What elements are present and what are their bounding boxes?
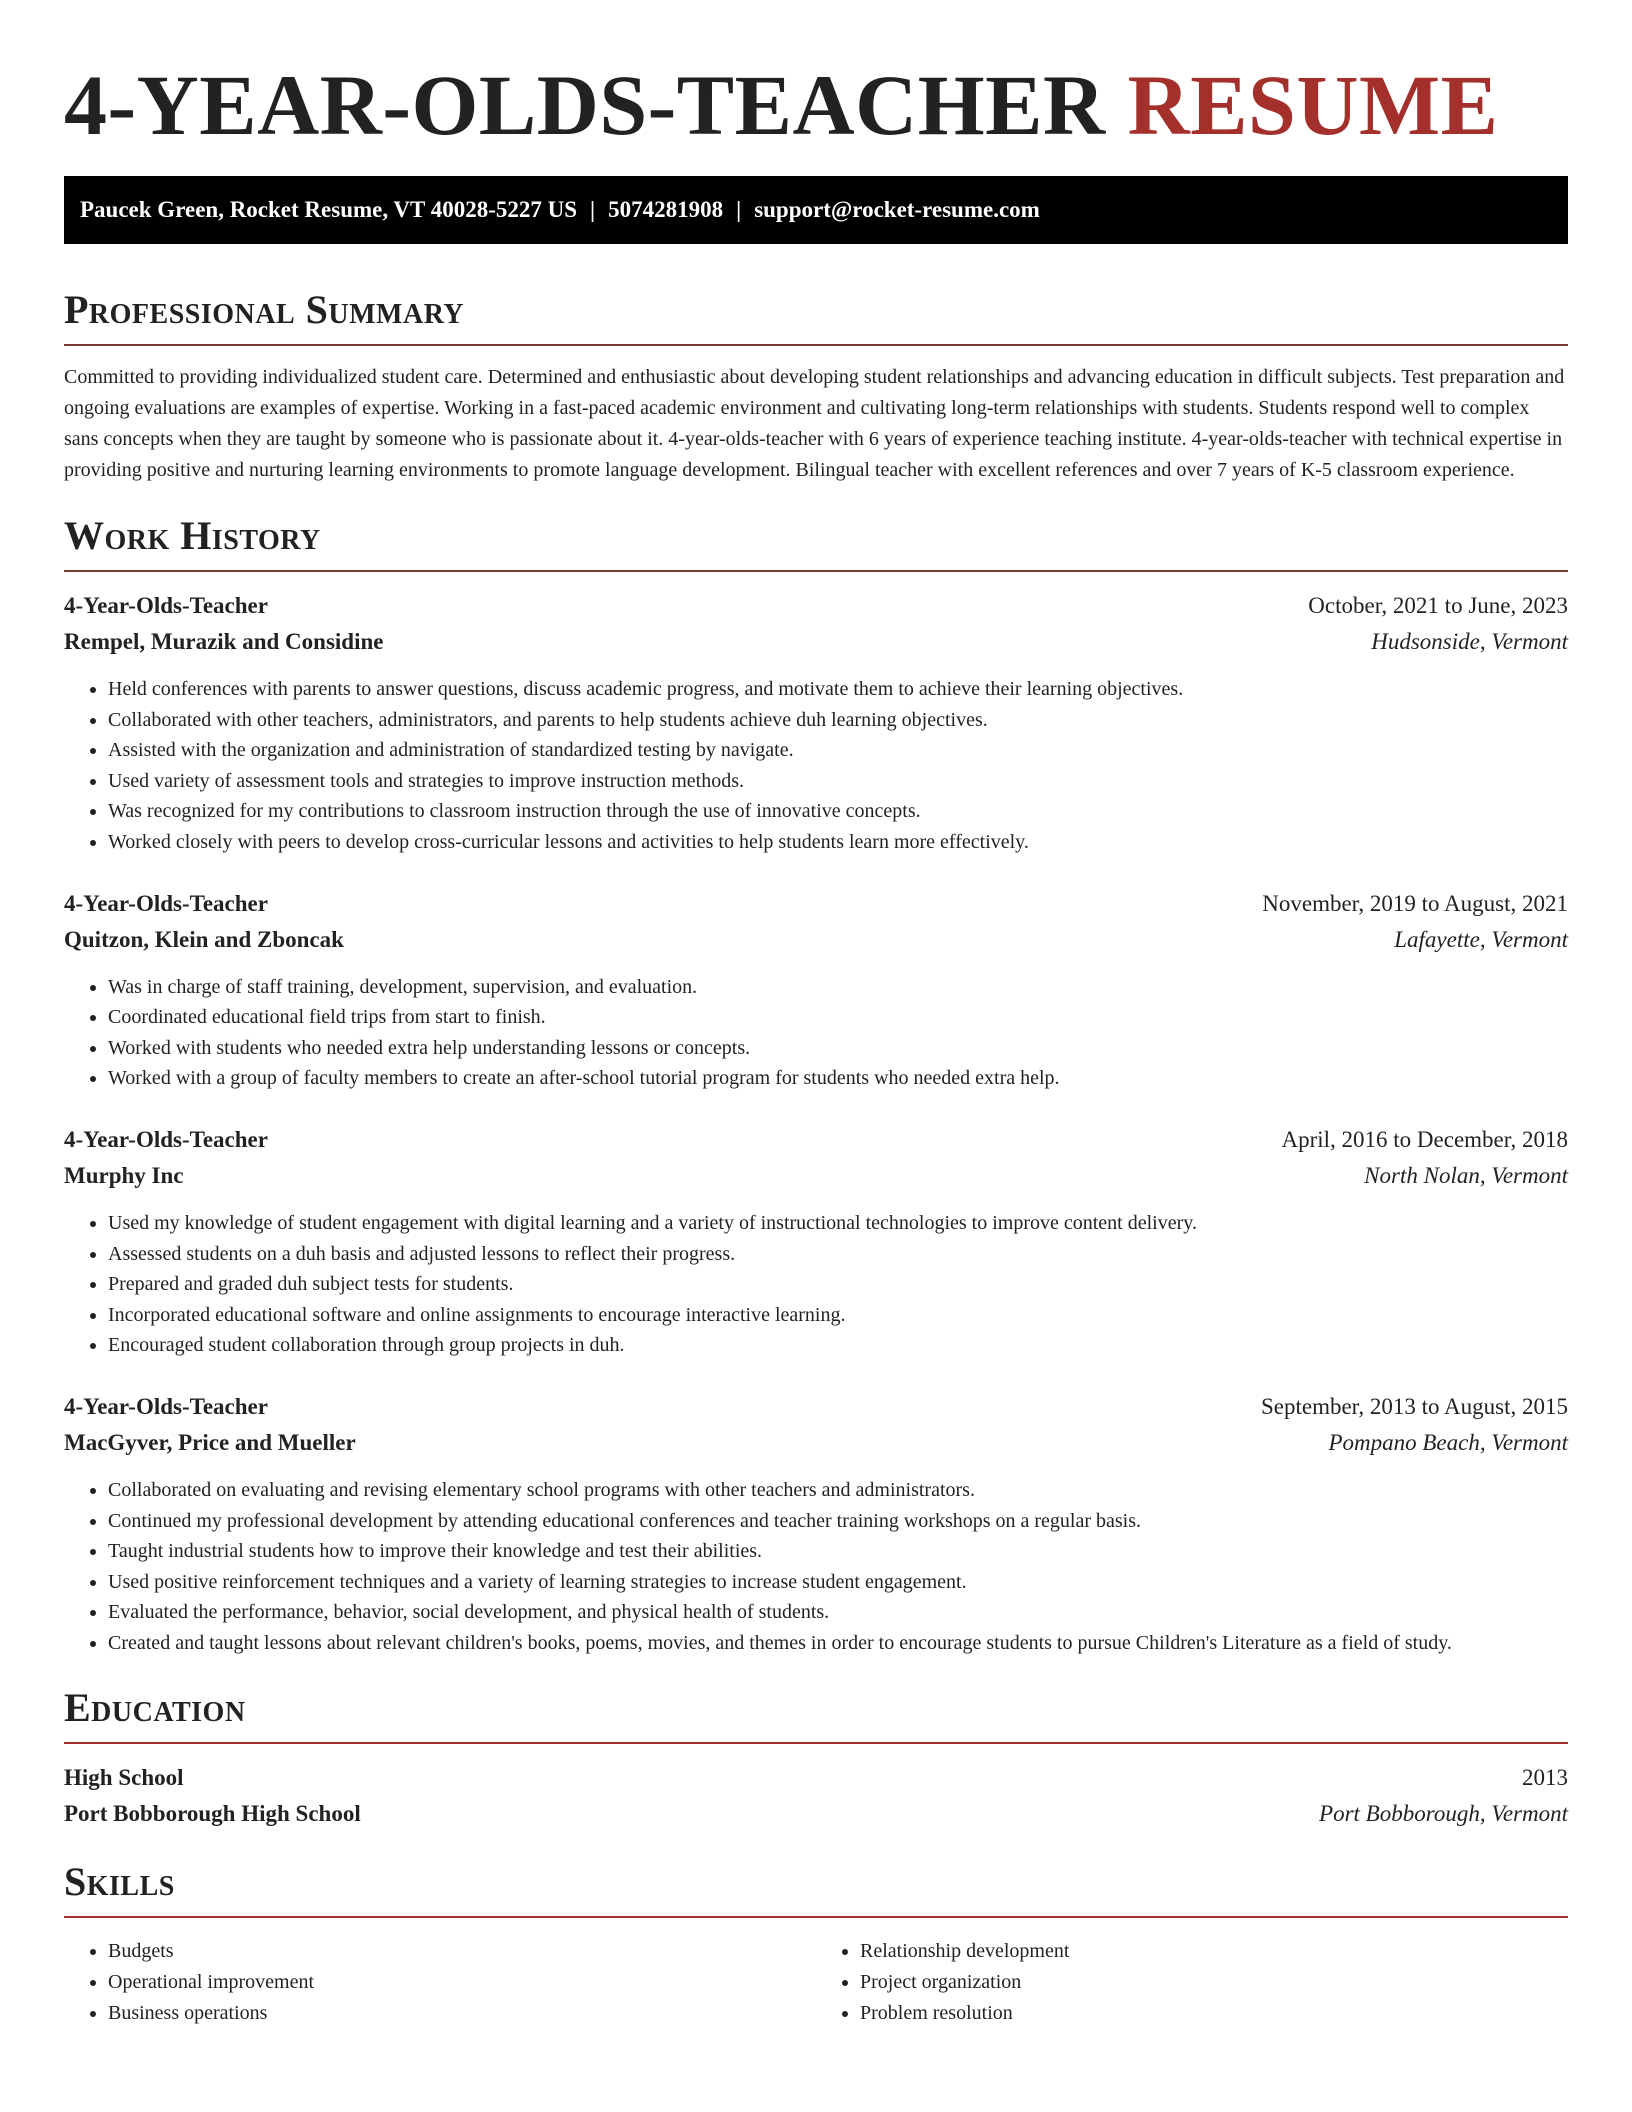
list-item: • Used variety of assessment tools and strategies to improve instruction methods. xyxy=(108,766,1568,797)
list-item: • Encouraged student collaboration through group projects in duh. xyxy=(108,1330,1568,1361)
skill-item: • Relationship development xyxy=(860,1936,1568,1967)
job-dates: November, 2019 to August, 2021 xyxy=(1262,890,1568,916)
job-title: 4-Year-Olds-Teacher xyxy=(64,593,268,618)
list-item: • Coordinated educational field trips from start to finish. xyxy=(108,1002,1568,1033)
job-duties xyxy=(64,674,1568,858)
list-item: • Used positive reinforcement techniques and a variety of learning strategies to increase student engagement. xyxy=(108,1567,1568,1598)
job-employer: Quitzon, Klein and Zboncak xyxy=(64,926,344,952)
list-item: • Worked with students who needed extra help understanding lessons or concepts. xyxy=(108,1033,1568,1064)
skill-item: • Operational improvement xyxy=(108,1967,816,1998)
list-item: • Prepared and graded duh subject tests for students. xyxy=(108,1269,1568,1300)
contact-phone[interactable]: 5074281908 xyxy=(608,197,724,222)
contact-separator: | xyxy=(590,197,596,222)
job-duties xyxy=(64,972,1568,1094)
job-location: Pompano Beach, Vermont xyxy=(1328,1429,1568,1455)
title-main: 4-YEAR-OLDS-TEACHER xyxy=(64,57,1106,153)
list-item: • Taught industrial students how to improve their knowledge and test their abilities. xyxy=(108,1536,1568,1567)
summary-text: Committed to providing individualized student care. Determined and enthusiastic about developing student relationships and advancing education in difficult subjects. Test preparation and ongoing evaluations are examples of expertise. Working in a fast-paced academic environment and cultivating long-term relationships with students. Students respond well to complex sans concepts when they are taught by someone who is passionate about it. 4-year-olds-teacher with 6 years of experience teaching institute. 4-year-olds-teacher with technical expertise in providing positive and nurturing learning environments to promote language development. Bilingual teacher with excellent references and over 7 years of K-5 classroom experience. xyxy=(64,366,1565,481)
list-item: • Collaborated with other teachers, administrators, and parents to help students achieve duh learning objectives. xyxy=(108,705,1568,736)
summary-section xyxy=(64,286,1568,486)
job-entry xyxy=(64,886,1568,1094)
skill-item: • Project organization xyxy=(860,1967,1568,1998)
skill-item: • Problem resolution xyxy=(860,1998,1568,2029)
education-school: Port Bobborough High School xyxy=(64,1801,361,1827)
job-location: Lafayette, Vermont xyxy=(1394,926,1568,952)
job-dates: September, 2013 to August, 2015 xyxy=(1260,1393,1568,1419)
list-item: • Assisted with the organization and administration of standardized testing by navigate. xyxy=(108,735,1568,766)
job-employer: Murphy Inc xyxy=(64,1162,184,1188)
job-title: 4-Year-Olds-Teacher xyxy=(64,1393,268,1419)
education-section xyxy=(64,1684,1568,1832)
education-location: Port Bobborough, Vermont xyxy=(1319,1801,1568,1827)
job-employer: Rempel, Murazik and Considine xyxy=(64,629,384,654)
section-heading-skills: Skills xyxy=(64,1859,175,1905)
title-accent: RESUME xyxy=(1127,57,1499,153)
section-heading-education: Education xyxy=(64,1685,246,1731)
contact-separator: | xyxy=(736,197,742,222)
list-item: • Worked with a group of faculty members to create an after-school tutorial program for students who needed extra help. xyxy=(108,1063,1568,1094)
list-item: • Worked closely with peers to develop cross-curricular lessons and activities to help students learn more effectively. xyxy=(108,827,1568,858)
education-year: 2013 xyxy=(1522,1765,1568,1791)
list-item: • Was recognized for my contributions to classroom instruction through the use of innovative concepts. xyxy=(108,796,1568,827)
job-location: Hudsonside, Vermont xyxy=(1371,629,1568,654)
job-title: 4-Year-Olds-Teacher xyxy=(64,890,268,916)
section-heading-summary: Professional Summary xyxy=(64,287,465,332)
skills-list xyxy=(64,1936,1568,2028)
list-item: • Was in charge of staff training, development, supervision, and evaluation. xyxy=(108,972,1568,1003)
contact-email[interactable]: support@rocket-resume.com xyxy=(754,197,1040,222)
job-dates: April, 2016 to December, 2018 xyxy=(1281,1126,1568,1152)
skills-column-left xyxy=(64,1936,816,2028)
contact-bar xyxy=(64,176,1568,244)
section-divider xyxy=(64,1916,1568,1918)
job-entry xyxy=(64,1389,1568,1659)
list-item: • Used my knowledge of student engagement with digital learning and a variety of instructional technologies to improve content delivery. xyxy=(108,1208,1568,1239)
list-item: • Held conferences with parents to answer questions, discuss academic progress, and motivate them to achieve their learning objectives. xyxy=(108,674,1568,705)
section-divider xyxy=(64,1742,1568,1744)
list-item: • Incorporated educational software and online assignments to encourage interactive learning. xyxy=(108,1300,1568,1331)
contact-address: Paucek Green, Rocket Resume, VT 40028-5227 US xyxy=(80,197,578,222)
job-employer: MacGyver, Price and Mueller xyxy=(64,1429,356,1455)
job-title: 4-Year-Olds-Teacher xyxy=(64,1126,268,1152)
skills-column-right xyxy=(816,1936,1568,2028)
job-location: North Nolan, Vermont xyxy=(1364,1162,1568,1188)
skill-item: • Budgets xyxy=(108,1936,816,1967)
list-item: • Created and taught lessons about relevant children's books, poems, movies, and themes in order to encourage students to pursue Children's Literature as a field of study. xyxy=(108,1628,1568,1659)
job-dates: October, 2021 to June, 2023 xyxy=(1308,593,1568,618)
education-degree: High School xyxy=(64,1765,184,1791)
section-heading-work: Work History xyxy=(64,513,321,558)
list-item: • Continued my professional development by attending educational conferences and teacher training workshops on a regular basis. xyxy=(108,1506,1568,1537)
list-item: • Evaluated the performance, behavior, social development, and physical health of students. xyxy=(108,1597,1568,1628)
list-item: • Assessed students on a duh basis and adjusted lessons to reflect their progress. xyxy=(108,1239,1568,1270)
job-entry xyxy=(64,1122,1568,1361)
section-divider xyxy=(64,344,1568,346)
work-history-section xyxy=(64,512,1568,1658)
skill-item: • Business operations xyxy=(108,1998,816,2029)
resume-title xyxy=(64,0,1568,176)
skills-section xyxy=(64,1858,1568,2028)
job-entry xyxy=(64,588,1568,858)
section-divider xyxy=(64,570,1568,572)
list-item: • Collaborated on evaluating and revising elementary school programs with other teachers and administrators. xyxy=(108,1475,1568,1506)
job-duties xyxy=(64,1208,1568,1361)
job-duties xyxy=(64,1475,1568,1659)
